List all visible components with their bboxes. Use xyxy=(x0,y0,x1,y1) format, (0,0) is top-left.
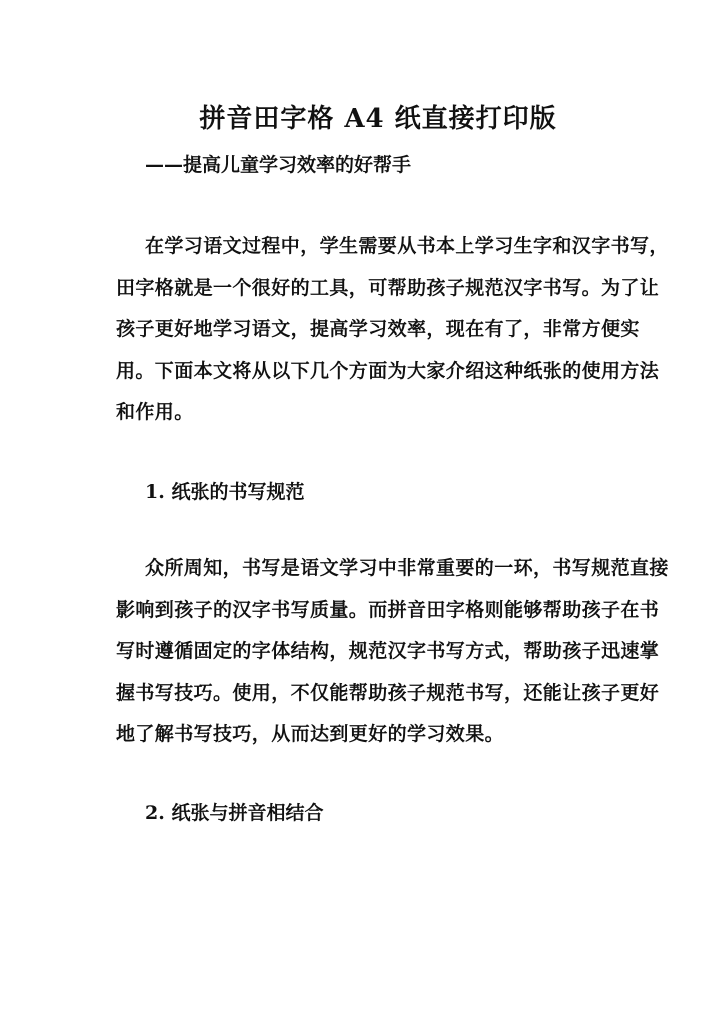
section-1-paragraph: 众所周知，书写是语文学习中非常重要的一环，书写规范直接影响到孩子的汉字书写质量。而拼音田字格则能够帮助孩子在书写时遵循固定的字体结构，规范汉字书写方式，帮助孩子迅速掌握书写技巧。使用，不仅能帮助孩子规范书写，还能让孩子更好地了解书写技巧，从而达到更好的学习效果。 xyxy=(116,557,669,745)
document-title: 拼音田字格 A4 纸直接打印版 xyxy=(199,104,557,134)
intro-paragraph: 在学习语文过程中，学生需要从书本上学习生字和汉字书写，田字格就是一个很好的工具，可帮助孩子规范汉字书写。为了让孩子更好地学习语文，提高学习效率，现在有了，非常方便实用。下面本文将从以下几个方面为大家介绍这种纸张的使用方法和作用。 xyxy=(116,235,669,423)
document-subtitle: ——提高儿童学习效率的好帮手 xyxy=(145,154,412,176)
section-1-heading: 1. 纸张的书写规范 xyxy=(145,481,305,503)
section-2-heading: 2. 纸张与拼音相结合 xyxy=(145,802,324,824)
